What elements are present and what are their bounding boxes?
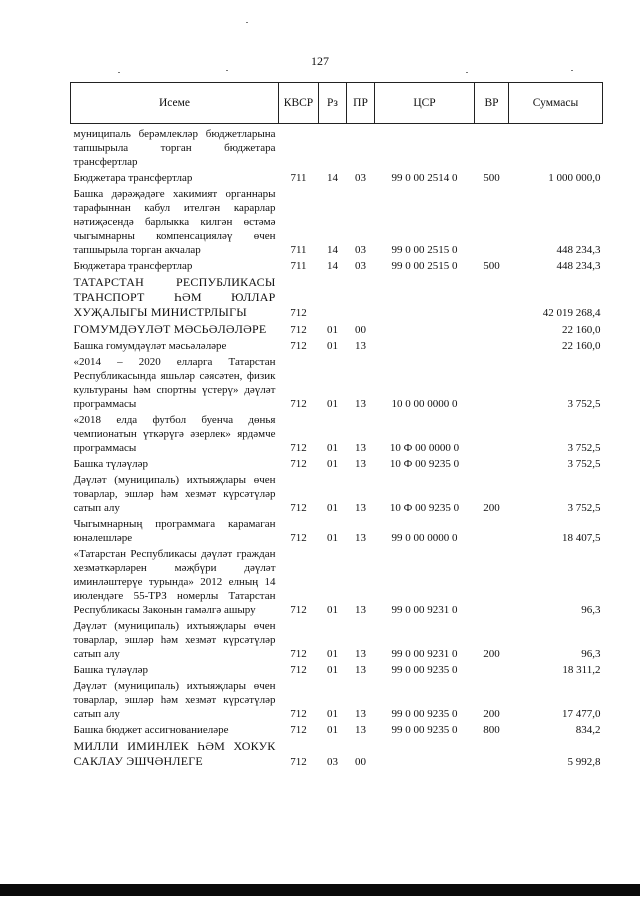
header-row: [71, 83, 603, 124]
row-csr: 10 Ф 00 9235 0: [389, 458, 460, 470]
row-kvsr: 712: [290, 458, 307, 470]
row-name: ТАТАРСТАН РЕСПУБЛИКАСЫ ТРАНСПОРТ ҺӘМ ЮЛЛАР ХУҖАЛЫГЫ МИНИСТРЛЫГЫ: [73, 275, 276, 319]
row-rz: 01: [327, 340, 338, 352]
row-csr: [375, 738, 475, 770]
row-vr: [475, 338, 509, 354]
row-kvsr: 712: [290, 324, 307, 336]
header-rz: Рз: [319, 83, 347, 124]
scan-bottom-edge: [0, 884, 640, 896]
row-sum: 448 234,3: [556, 244, 601, 256]
header-csr: ЦСР: [375, 83, 475, 124]
table-row: [71, 258, 603, 274]
row-pr: 13: [355, 458, 366, 470]
budget-table: [70, 82, 603, 770]
row-name: «2018 елда футбол буенча дөнья чемпионатын үткәрүгә әзерлек» ярдәмче программасы: [73, 414, 276, 454]
row-kvsr: 712: [290, 340, 307, 352]
row-kvsr: 711: [290, 172, 307, 184]
row-name: Бюджетара трансфертлар: [73, 260, 193, 272]
row-sum: [509, 124, 603, 171]
scan-speck: [226, 70, 228, 71]
row-pr: 13: [355, 724, 366, 736]
table-row: [71, 338, 603, 354]
row-sum: 834,2: [575, 724, 601, 736]
row-kvsr: 712: [290, 502, 307, 514]
row-vr: [475, 412, 509, 456]
row-vr: [475, 274, 509, 321]
table-row: [71, 678, 603, 722]
row-sum: 3 752,5: [567, 442, 601, 454]
row-csr: [375, 124, 475, 171]
row-sum: 96,3: [581, 604, 601, 616]
row-pr: 13: [355, 604, 366, 616]
scan-speck: [118, 72, 120, 73]
row-vr: 800: [483, 724, 500, 736]
row-rz: [319, 274, 347, 321]
row-sum: 5 992,8: [567, 756, 601, 768]
row-rz: [319, 124, 347, 171]
row-rz: 14: [327, 172, 338, 184]
table-row: [71, 170, 603, 186]
row-name: Дәүләт (муниципаль) ихтыяҗлары өчен товарлар, эшләр һәм хезмәт күрсәтүләр сатып алу: [73, 620, 276, 660]
row-rz: 14: [327, 244, 338, 256]
row-sum: 17 477,0: [562, 708, 601, 720]
table-row: [71, 274, 603, 321]
scan-speck: [571, 70, 573, 71]
table-row: [71, 722, 603, 738]
row-name: Башка түләүләр: [73, 664, 149, 676]
row-pr: 13: [355, 664, 366, 676]
scan-speck: [246, 22, 248, 23]
row-name: Дәүләт (муниципаль) ихтыяҗлары өчен товарлар, эшләр һәм хезмәт күрсәтүләр сатып алу: [73, 474, 276, 514]
row-rz: 01: [327, 458, 338, 470]
table-row: [71, 738, 603, 770]
row-kvsr: 711: [290, 244, 307, 256]
row-pr: 03: [355, 244, 366, 256]
table-row: [71, 124, 603, 171]
row-csr: 99 0 00 2515 0: [391, 260, 458, 272]
row-sum: 3 752,5: [567, 398, 601, 410]
row-rz: 01: [327, 532, 338, 544]
row-pr: 13: [355, 532, 366, 544]
row-csr: 99 0 00 9235 0: [391, 664, 458, 676]
table-row: [71, 186, 603, 258]
row-sum: 3 752,5: [567, 458, 601, 470]
row-pr: 03: [355, 172, 366, 184]
row-sum: 3 752,5: [567, 502, 601, 514]
row-name: «2014 – 2020 елларга Татарстан Республикасында яшьләр сәясәтен, физик культураны һәм спортны үстерү» дәүләт программасы: [73, 356, 276, 410]
row-vr: [475, 354, 509, 412]
row-sum: 96,3: [581, 648, 601, 660]
row-sum: 22 160,0: [562, 324, 601, 336]
table-row: [71, 321, 603, 338]
row-name: Чыгымнарның программага карамаган юнәлешләре: [73, 518, 276, 544]
row-kvsr: 712: [290, 442, 307, 454]
row-csr: [375, 338, 475, 354]
row-vr: [475, 738, 509, 770]
row-csr: 10 Ф 00 9235 0: [389, 502, 460, 514]
header-name: Исеме: [71, 83, 279, 124]
row-csr: [375, 274, 475, 321]
table-row: [71, 354, 603, 412]
row-kvsr: 712: [290, 664, 307, 676]
table-body: [71, 124, 603, 771]
row-vr: 200: [483, 648, 500, 660]
row-kvsr: 712: [290, 648, 307, 660]
row-vr: 500: [483, 172, 500, 184]
row-name: Бюджетара трансфертлар: [73, 172, 193, 184]
row-rz: 03: [327, 756, 338, 768]
row-vr: [475, 516, 509, 546]
table-row: [71, 472, 603, 516]
row-name: Башка бюджет ассигнованиеләре: [73, 724, 229, 736]
row-pr: [347, 124, 375, 171]
row-rz: 01: [327, 398, 338, 410]
row-rz: 01: [327, 724, 338, 736]
row-sum: 1 000 000,0: [548, 172, 601, 184]
row-sum: 42 019 268,4: [542, 307, 601, 319]
row-vr: [475, 186, 509, 258]
row-pr: 13: [355, 648, 366, 660]
table-row: [71, 546, 603, 618]
row-csr: [375, 321, 475, 338]
row-name: МИЛЛИ ИМИНЛЕК ҺӘМ ХОКУК САКЛАУ ЭШЧӘНЛЕГЕ: [73, 739, 276, 768]
row-rz: 01: [327, 708, 338, 720]
header-kvsr: КВСР: [279, 83, 319, 124]
row-kvsr: 712: [290, 604, 307, 616]
row-vr: [475, 546, 509, 618]
row-kvsr: 712: [290, 307, 307, 319]
row-csr: 10 Ф 00 0000 0: [389, 442, 460, 454]
row-kvsr: 712: [290, 756, 307, 768]
row-kvsr: 712: [290, 398, 307, 410]
row-kvsr: [279, 124, 319, 171]
row-csr: 99 0 00 9235 0: [391, 708, 458, 720]
header-sum: Суммасы: [509, 83, 603, 124]
row-name: ГОМУМДӘҮЛӘТ МӘСЬӘЛӘЛӘРЕ: [73, 322, 267, 336]
row-rz: 01: [327, 502, 338, 514]
row-name: Дәүләт (муниципаль) ихтыяҗлары өчен товарлар, эшләр һәм хезмәт күрсәтүләр сатып алу: [73, 680, 276, 720]
row-pr: 13: [355, 340, 366, 352]
row-kvsr: 711: [290, 260, 307, 272]
row-kvsr: 712: [290, 532, 307, 544]
row-vr: 500: [483, 260, 500, 272]
row-rz: 01: [327, 648, 338, 660]
row-name: «Татарстан Республикасы дәүләт граждан хезмәткәрләрен мәҗбүри дәүләт иминләштерүе турында» 2012 елның 14 июлендәге 55-ТРЗ номерлы Татарстан Республикасы Законын гамәлгә ашыру: [73, 548, 276, 616]
row-rz: 01: [327, 604, 338, 616]
table-row: [71, 618, 603, 662]
row-csr: 99 0 00 2514 0: [391, 172, 458, 184]
row-pr: 03: [355, 260, 366, 272]
row-sum: 18 311,2: [562, 664, 601, 676]
page-number: 127: [311, 54, 329, 68]
row-rz: 01: [327, 664, 338, 676]
row-pr: 00: [355, 324, 366, 336]
row-pr: 13: [355, 502, 366, 514]
row-name: Башка гомумдәүләт мәсьәләләре: [73, 340, 227, 352]
table-row: [71, 662, 603, 678]
row-pr: 13: [355, 398, 366, 410]
row-pr: 00: [355, 756, 366, 768]
row-csr: 99 0 00 9235 0: [391, 724, 458, 736]
table-row: [71, 456, 603, 472]
row-csr: 99 0 00 9231 0: [391, 604, 458, 616]
row-vr: [475, 456, 509, 472]
row-name: Башка дәрәҗәдәге хакимият органнары тарафыннан кабул ителгән карарлар нәтиҗәсендә барлыкка килгән өстәмә чыгымнарны компенсацияләү өчен тапшырыла торган акчалар: [73, 188, 276, 256]
row-pr: 13: [355, 442, 366, 454]
header-pr: ПР: [347, 83, 375, 124]
scan-speck: [466, 72, 468, 73]
row-kvsr: 712: [290, 708, 307, 720]
row-sum: 18 407,5: [562, 532, 601, 544]
row-name: муниципаль берәмлекләр бюджетларына тапшырыла торган бюджетара трансфертлар: [73, 128, 276, 168]
row-rz: 01: [327, 324, 338, 336]
row-vr: [475, 124, 509, 171]
row-vr: [475, 662, 509, 678]
row-rz: 01: [327, 442, 338, 454]
row-name: Башка түләүләр: [73, 458, 149, 470]
row-vr: 200: [483, 502, 500, 514]
header-vr: ВР: [475, 83, 509, 124]
row-csr: 99 0 00 2515 0: [391, 244, 458, 256]
row-vr: 200: [483, 708, 500, 720]
row-csr: 99 0 00 0000 0: [391, 532, 458, 544]
row-sum: 22 160,0: [562, 340, 601, 352]
table-row: [71, 516, 603, 546]
table-row: [71, 412, 603, 456]
row-rz: 14: [327, 260, 338, 272]
row-csr: 99 0 00 9231 0: [391, 648, 458, 660]
row-vr: [475, 321, 509, 338]
row-sum: 448 234,3: [556, 260, 601, 272]
row-pr: [347, 274, 375, 321]
row-kvsr: 712: [290, 724, 307, 736]
row-csr: 10 0 00 0000 0: [391, 398, 458, 410]
row-pr: 13: [355, 708, 366, 720]
